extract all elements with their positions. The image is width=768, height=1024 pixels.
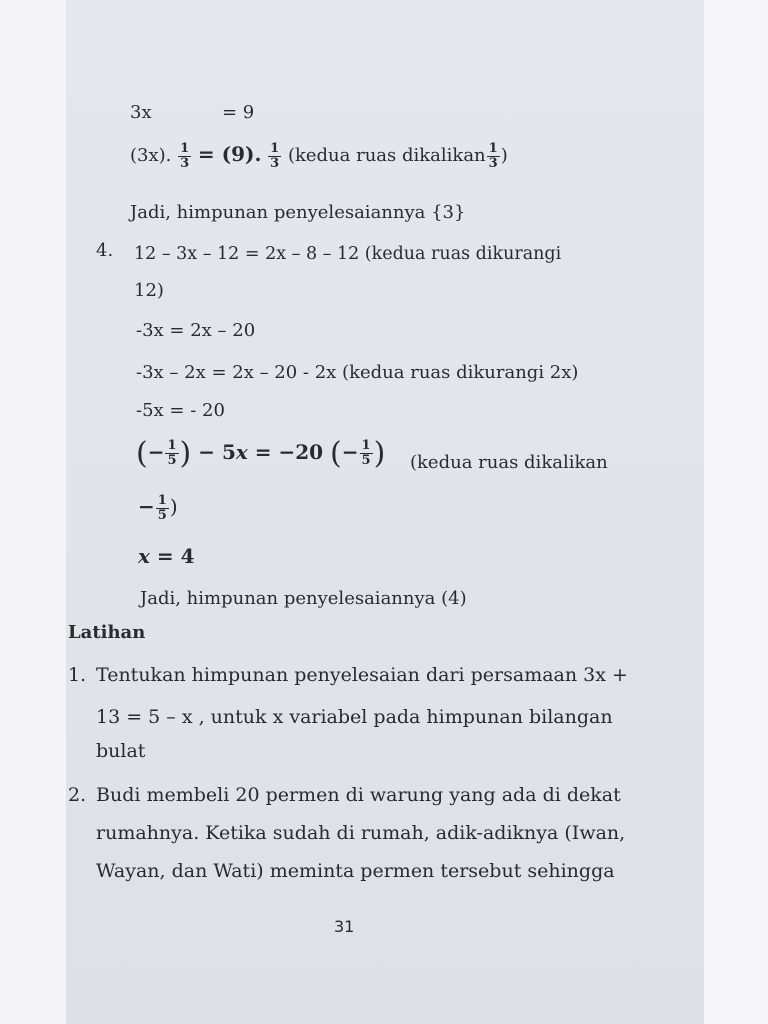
- eq-text: -3x = 2x – 20: [136, 320, 256, 341]
- exercise-1-line-1: [96, 664, 628, 686]
- eq-text: −: [147, 440, 165, 464]
- eq-text: = 4: [156, 544, 195, 568]
- right-margin: [704, 0, 768, 1024]
- paren: (: [136, 436, 148, 471]
- eq-text: bulat: [96, 740, 146, 762]
- equation-line-9: [136, 436, 385, 471]
- paren: (: [330, 436, 342, 471]
- eq-text: 4.: [96, 240, 114, 261]
- eq-text: = −20: [254, 440, 324, 464]
- fraction-one-third: $\frac{1}{3}$: [488, 141, 498, 171]
- conclusion-line-2: [140, 588, 467, 609]
- equation-line-7: [136, 362, 578, 383]
- exercise-1-line-3: [96, 740, 145, 762]
- eq-text: Wayan, dan Wati) meminta permen tersebut sehingga: [96, 860, 615, 882]
- eq-text: Jadi, himpunan penyelesaiannya (4): [140, 588, 467, 609]
- equation-line-10: [138, 494, 178, 522]
- equation-line-8: [136, 400, 225, 421]
- eq-text: −: [341, 440, 359, 464]
- eq-text: 1.: [68, 664, 87, 686]
- exercise-1-line-2: [96, 706, 613, 728]
- fraction-one-fifth: $\frac{1}{5}$: [157, 493, 167, 523]
- eq-text: − 5: [198, 440, 236, 464]
- eq-text: = (9).: [197, 142, 262, 167]
- eq-text: (3x).: [130, 145, 172, 167]
- heading-text: Latihan: [68, 622, 146, 643]
- exercise-2-line-3: [96, 860, 615, 882]
- page-number: [334, 917, 354, 936]
- eq-text: 13 = 5 – x , untuk x variabel pada himpunan bilangan: [96, 706, 613, 728]
- eq-text: Budi membeli 20 permen di warung yang ada di dekat: [96, 784, 621, 806]
- fraction-one-third: $\frac{1}{3}$: [180, 141, 190, 171]
- left-margin: [0, 0, 66, 1024]
- exercise-number-2: [68, 784, 86, 806]
- eq-text: -5x = - 20: [136, 400, 225, 421]
- eq-text: Tentukan himpunan penyelesaian dari persamaan 3x +: [96, 664, 628, 686]
- item-number-4: [96, 240, 113, 261]
- exercise-number-1: [68, 664, 86, 686]
- section-heading-latihan: [68, 622, 145, 643]
- eq-text: = 9: [222, 102, 255, 123]
- eq-text: ): [500, 145, 508, 167]
- eq-note: (kedua ruas dikalikan: [287, 145, 486, 167]
- equation-line-1: [130, 102, 152, 123]
- conclusion-line-1: [130, 202, 465, 223]
- eq-text: rumahnya. Ketika sudah di rumah, adik-adiknya (Iwan,: [96, 822, 626, 844]
- eq-note: (kedua ruas dikalikan: [410, 452, 608, 473]
- eq-text: 2.: [68, 784, 87, 806]
- paren: ): [179, 436, 192, 471]
- eq-text: 12 – 3x – 12 = 2x – 8 – 12 (kedua ruas dikurangi: [134, 244, 562, 264]
- equation-line-1-rhs: [222, 102, 254, 123]
- eq-text: x: [235, 440, 248, 464]
- page-number-text: 31: [334, 917, 355, 936]
- equation-line-2: [130, 142, 508, 170]
- eq-text: x: [138, 544, 150, 568]
- equation-line-4: [134, 244, 561, 264]
- eq-text: Jadi, himpunan penyelesaiannya {3}: [130, 202, 466, 223]
- eq-text: ): [169, 494, 178, 519]
- equation-line-11: [138, 544, 195, 568]
- equation-line-6: [136, 320, 255, 341]
- eq-text: -3x – 2x = 2x – 20 - 2x (kedua ruas dikurangi 2x): [136, 362, 579, 383]
- equation-line-9-note: [410, 452, 608, 473]
- eq-text: 12): [134, 280, 164, 301]
- equation-line-5: [134, 280, 164, 301]
- fraction-one-fifth: $\frac{1}{5}$: [167, 438, 177, 468]
- paren: ): [373, 436, 386, 471]
- fraction-one-third: $\frac{1}{3}$: [270, 141, 280, 171]
- eq-text: −: [138, 494, 155, 519]
- exercise-2-line-2: [96, 822, 625, 844]
- eq-text: 3x: [130, 102, 152, 123]
- exercise-2-line-1: [96, 784, 621, 806]
- fraction-one-fifth: $\frac{1}{5}$: [361, 438, 371, 468]
